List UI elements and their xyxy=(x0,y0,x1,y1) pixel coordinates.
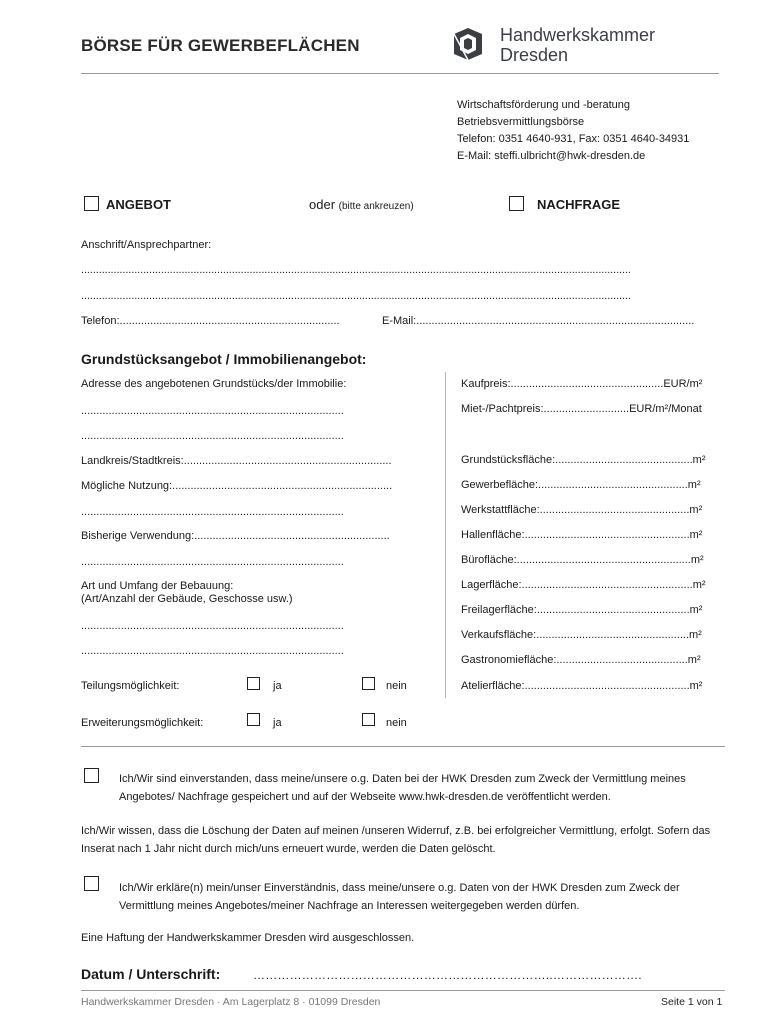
teilung-ja-checkbox[interactable] xyxy=(247,677,260,690)
liability-text: Eine Haftung der Handwerkskammer Dresden wird ausgeschlossen. xyxy=(81,932,415,944)
nutzung-field[interactable]: Mögliche Nutzung:........................................................................ xyxy=(81,480,393,492)
nachfrage-label: NACHFRAGE xyxy=(537,197,621,212)
footer-address: Handwerkskammer Dresden · Am Lagerplatz 8 · 01099 Dresden xyxy=(81,996,381,1008)
consent-divider xyxy=(81,746,725,747)
consent-publish-checkbox[interactable] xyxy=(84,768,99,783)
page-title: BÖRSE FÜR GEWERBEFLÄCHEN xyxy=(81,36,360,55)
erweiterung-nein-label: nein xyxy=(386,717,407,729)
erweiterung-label: Erweiterungsmöglichkeit: xyxy=(81,717,204,729)
bebauung-sublabel: (Art/Anzahl der Gebäude, Geschosse usw.) xyxy=(81,593,293,605)
telefon-field[interactable]: Telefon:........................................................................ xyxy=(81,315,340,327)
erweiterung-ja-label: ja xyxy=(273,717,282,729)
angebot-label: ANGEBOT xyxy=(106,197,171,212)
signature-field[interactable]: ………………………………………………………………..…………………. xyxy=(253,968,642,982)
freilagerflaeche-field[interactable]: Freilagerfläche:..................................................m² xyxy=(461,604,703,616)
verkaufsflaeche-field[interactable]: Verkaufsfläche:..................................................m² xyxy=(461,629,702,641)
deletion-notice-text: Ich/Wir wissen, dass die Löschung der Daten auf meinen /unseren Widerruf, z.B. bei erfolgreicher Vermittlung, erfolgt. Sofern das Inserat nach 1 Jahr nicht durch mich/uns erneuert wurde, werden die Daten gelöscht. xyxy=(81,825,711,855)
grundstuecksflaeche-field[interactable]: Grundstücksfläche:.............................................m² xyxy=(461,454,706,466)
property-heading: Grundstücksangebot / Immobilienangebot: xyxy=(81,351,367,367)
contact-line3: Telefon: 0351 4640-931, Fax: 0351 4640-34931 xyxy=(457,133,690,145)
kaufpreis-field[interactable]: Kaufpreis:..................................................EUR/m² xyxy=(461,378,703,390)
contact-line4: E-Mail: steffi.ulbricht@hwk-dresden.de xyxy=(457,150,646,162)
teilung-nein-checkbox[interactable] xyxy=(362,677,375,690)
mietpreis-field[interactable]: Miet-/Pachtpreis:............................EUR/m²/Monat xyxy=(461,403,702,415)
contact-line1: Wirtschaftsförderung und -beratung xyxy=(457,99,631,111)
ankreuzen-hint: (bitte ankreuzen) xyxy=(338,201,414,212)
landkreis-field[interactable]: Landkreis/Stadtkreis:.................................................................... xyxy=(81,455,392,467)
bueroflaeche-field[interactable]: Bürofläche:.........................................................m² xyxy=(461,554,704,566)
erweiterung-nein-checkbox[interactable] xyxy=(362,713,375,726)
header-divider xyxy=(81,73,719,74)
werkstattflaeche-field[interactable]: Werkstattfläche:.................................................m² xyxy=(461,504,703,516)
verwendung-field[interactable]: Bisherige Verwendung:................................................................ xyxy=(81,530,390,542)
nutzung-line2-field[interactable]: ...................................................................................... xyxy=(81,506,344,518)
adresse-label: Adresse des angebotenen Grundstücks/der Immobilie: xyxy=(81,378,347,390)
lagerflaeche-field[interactable]: Lagerfläche:........................................................m² xyxy=(461,579,706,591)
anschrift-label: Anschrift/Ansprechpartner: xyxy=(81,239,212,251)
verwendung-line2-field[interactable]: ...................................................................................... xyxy=(81,556,344,568)
column-divider xyxy=(445,372,446,698)
consent-share-checkbox[interactable] xyxy=(84,876,99,891)
signature-label: Datum / Unterschrift: xyxy=(81,966,221,982)
footer-page-number: Seite 1 von 1 xyxy=(661,996,723,1008)
adresse-line2-field[interactable]: ...................................................................................... xyxy=(81,430,344,442)
handwerkskammer-logo-icon xyxy=(450,26,486,62)
oder-word: oder xyxy=(309,197,336,212)
angebot-checkbox[interactable] xyxy=(84,196,99,211)
erweiterung-ja-checkbox[interactable] xyxy=(247,713,260,726)
contact-line2: Betriebsvermittlungsbörse xyxy=(457,116,585,128)
anschrift-line2-field[interactable]: .......................................................................................................................................................................................... xyxy=(81,290,631,302)
bebauung-line2-field[interactable]: ...................................................................................... xyxy=(81,645,344,657)
oder-label xyxy=(309,197,414,212)
gastronomieflaeche-field[interactable]: Gastronomiefläche:...........................................m² xyxy=(461,654,701,666)
logo-line1: Handwerkskammer xyxy=(500,25,656,45)
bebauung-label: Art und Umfang der Bebauung: xyxy=(81,580,234,592)
consent-share-text: Ich/Wir erkläre(n) mein/unser Einverständnis, dass meine/unsere o.g. Daten von der HWK Dresden zum Zweck der Vermittlung meines Angebotes/meiner Nachfrage an Interessen weitergegeben werden dürfen. xyxy=(119,882,680,912)
hallenflaeche-field[interactable]: Hallenfläche:......................................................m² xyxy=(461,529,703,541)
anschrift-line1-field[interactable]: .......................................................................................................................................................................................... xyxy=(81,264,631,276)
gewerbeflaeche-field[interactable]: Gewerbefläche:.................................................m² xyxy=(461,479,701,491)
atelierflaeche-field[interactable]: Atelierfläche:......................................................m² xyxy=(461,680,703,692)
teilung-label: Teilungsmöglichkeit: xyxy=(81,680,180,692)
email-field[interactable]: E-Mail:........................................................................................... xyxy=(382,315,695,327)
footer-divider xyxy=(81,990,725,991)
bebauung-line1-field[interactable]: ...................................................................................... xyxy=(81,620,344,632)
teilung-ja-label: ja xyxy=(273,680,282,692)
consent-publish-text: Ich/Wir sind einverstanden, dass meine/unsere o.g. Daten bei der HWK Dresden zum Zweck der Vermittlung meines Angebotes/ Nachfrage gespeichert und auf der Webseite www.hwk-dresden.de veröffentlicht werden. xyxy=(119,773,686,803)
teilung-nein-label: nein xyxy=(386,680,407,692)
logo-line2: Dresden xyxy=(500,45,569,65)
adresse-line1-field[interactable]: ...................................................................................... xyxy=(81,405,344,417)
nachfrage-checkbox[interactable] xyxy=(509,196,524,211)
